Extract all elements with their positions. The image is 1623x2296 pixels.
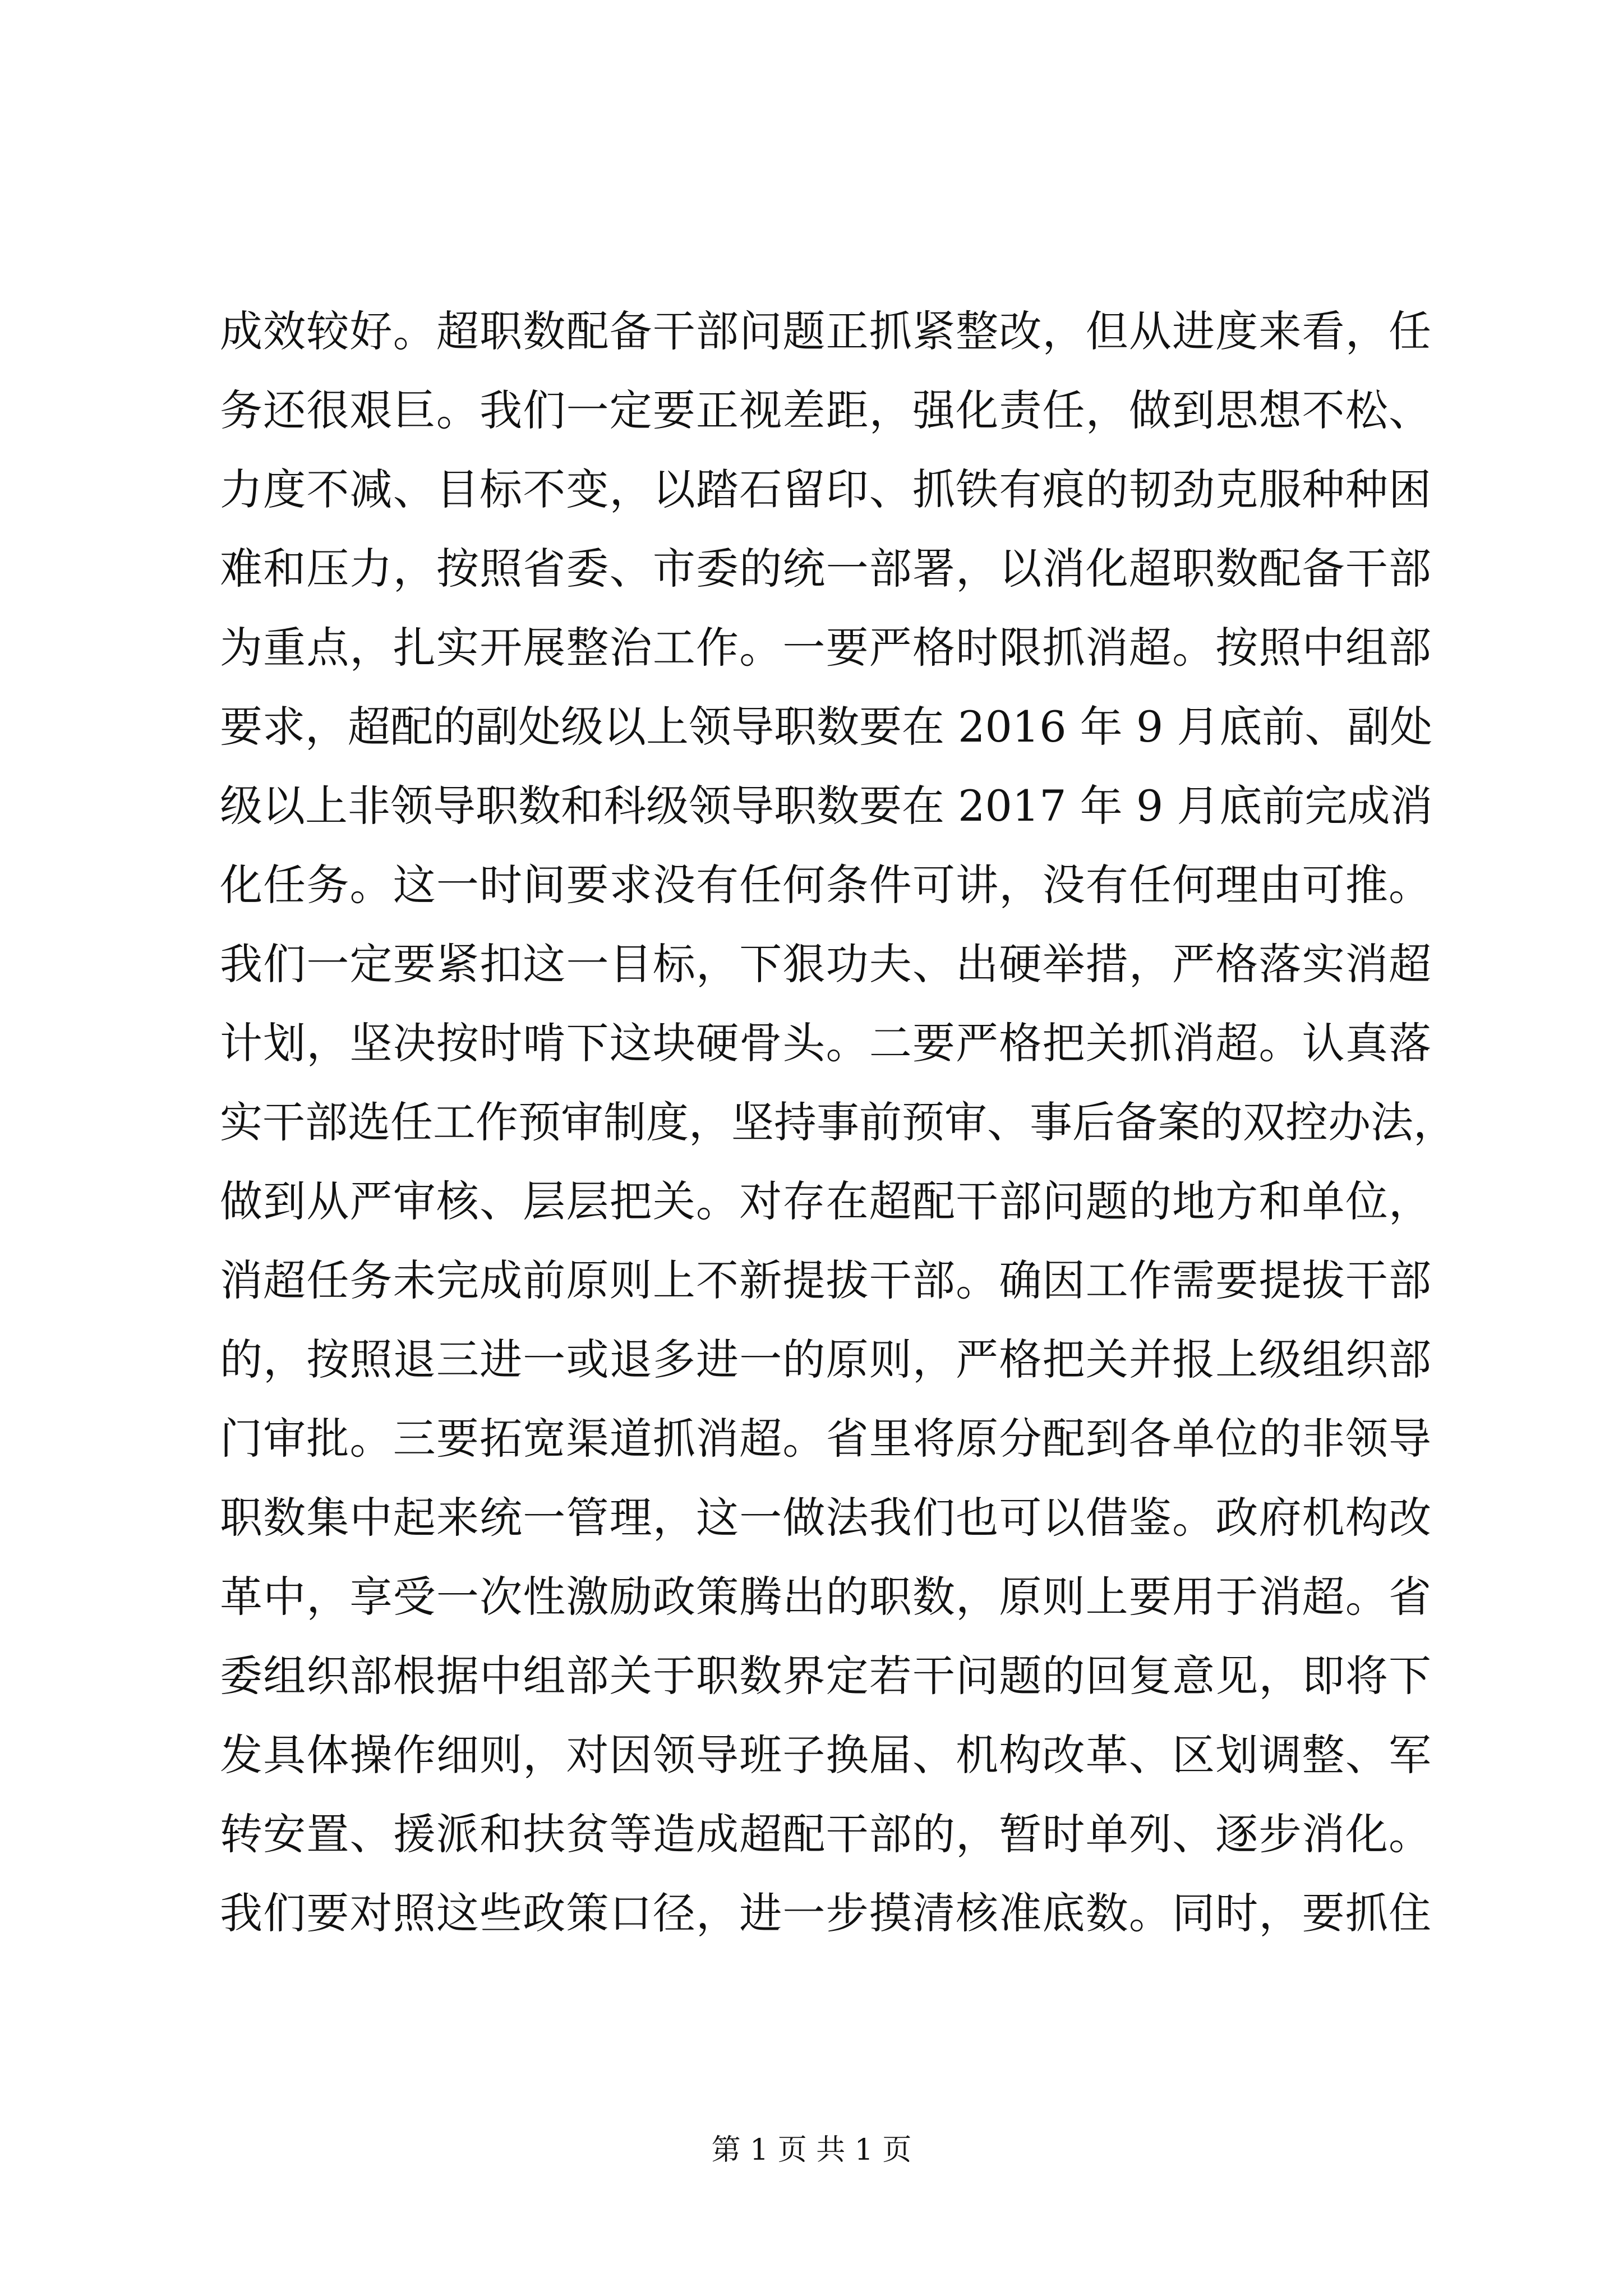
text-line: 的，按照退三进一或退多进一的原则，严格把关并报上级组织部 (220, 1335, 1431, 1384)
text-line: 难和压力，按照省委、市委的统一部署，以消化超职数配备干部 (220, 544, 1431, 593)
text-line: 消超任务未完成前原则上不新提拔干部。确因工作需要提拔干部 (220, 1255, 1431, 1305)
text-line: 化任务。这一时间要求没有任何条件可讲，没有任何理由可推。 (220, 860, 1431, 910)
text-line: 门审批。三要拓宽渠道抓消超。省里将原分配到各单位的非领导 (220, 1414, 1431, 1464)
text-line: 我们要对照这些政策口径，进一步摸清核准底数。同时，要抓住 (220, 1888, 1431, 1938)
text-line: 职数集中起来统一管理，这一做法我们也可以借鉴。政府机构改 (220, 1493, 1431, 1543)
text-line: 级以上非领导职数和科级领导职数要在 2017 年 9 月底前完成消 (220, 781, 1433, 831)
text-line: 要求，超配的副处级以上领导职数要在 2016 年 9 月底前、副处 (220, 702, 1433, 752)
text-line: 力度不减、目标不变，以踏石留印、抓铁有痕的韧劲克服种种困 (220, 464, 1431, 514)
body-text (220, 292, 1456, 1953)
text-line: 计划，坚决按时啃下这块硬骨头。二要严格把关抓消超。认真落 (220, 1018, 1431, 1068)
text-line: 务还很艰巨。我们一定要正视差距，强化责任，做到思想不松、 (220, 385, 1431, 435)
page-footer: 第 1 页 共 1 页 (711, 2133, 912, 2167)
text-line: 为重点，扎实开展整治工作。一要严格时限抓消超。按照中组部 (220, 623, 1431, 673)
text-line: 做到从严审核、层层把关。对存在超配干部问题的地方和单位， (220, 1176, 1431, 1226)
text-line: 革中，享受一次性激励政策腾出的职数，原则上要用于消超。省 (220, 1572, 1431, 1622)
text-line: 转安置、援派和扶贫等造成超配干部的，暂时单列、逐步消化。 (220, 1809, 1431, 1859)
text-line: 实干部选任工作预审制度，坚持事前预审、事后备案的双控办法， (220, 1097, 1456, 1147)
text-line: 发具体操作细则，对因领导班子换届、机构改革、区划调整、军 (220, 1730, 1431, 1780)
text-line: 委组织部根据中组部关于职数界定若干问题的回复意见，即将下 (220, 1651, 1431, 1701)
text-line: 成效较好。超职数配备干部问题正抓紧整改，但从进度来看，任 (220, 306, 1431, 356)
text-line: 我们一定要紧扣这一目标，下狠功夫、出硬举措，严格落实消超 (220, 939, 1431, 989)
